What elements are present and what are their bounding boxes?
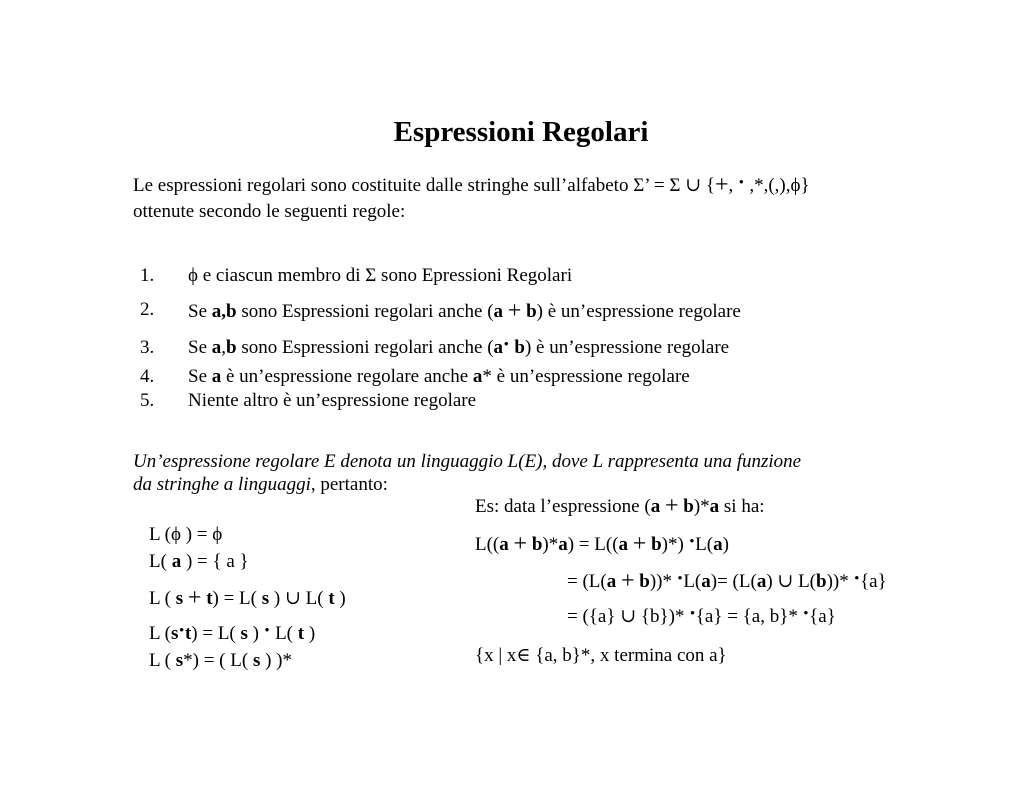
definition-line-1: Un’espressione regolare E denota un linguaggio L(E), dove L rappresenta una funzione (133, 451, 802, 472)
rule-number: 5. (140, 390, 155, 411)
rule-1-text: ϕ e ciascun membro di Σ sono Epressioni Regolari (188, 265, 573, 286)
formula-empty: L (ϕ ) = ϕ (149, 524, 223, 545)
rule-3-text: Se a,b sono Espressioni regolari anche (a• b) è un’espressione regolare (188, 336, 730, 358)
formula-symbol: L( a ) = { a } (149, 551, 249, 572)
rule-number: 1. (140, 265, 155, 286)
formula-star: L ( s*) = ( L( s ) )* (149, 650, 293, 671)
rule-4-text: Se a è un’espressione regolare anche a* è un’espressione regolare (188, 366, 690, 387)
rule-number: 3. (140, 337, 155, 358)
rule-number: 4. (140, 366, 155, 387)
intro-line-2: ottenute secondo le seguenti regole: (133, 201, 406, 222)
rule-2-text: Se a,b sono Espressioni regolari anche (a + b) è un’espressione regolare (188, 298, 741, 324)
intro-line-1: Le espressioni regolari sono costituite dalle stringhe sull’alfabeto Σ’ = Σ ∪ {+, • ,*,(,),ϕ} (133, 172, 810, 198)
example-result: {x | x∈ {a, b}*, x termina con a} (475, 645, 727, 666)
rule-5-text: Niente altro è un’espressione regolare (188, 390, 477, 411)
formula-union: L ( s + t) = L( s ) ∪ L( t ) (149, 585, 346, 611)
example-step-1: L((a + b)*a) = L((a + b)*) •L(a) (475, 531, 729, 557)
example-intro: Es: data l’espressione (a + b)*a si ha: (475, 493, 765, 519)
formula-concat: L (s•t) = L( s ) • L( t ) (149, 622, 316, 644)
example-step-2: = (L(a + b))* •L(a)= (L(a) ∪ L(b))* •{a} (567, 568, 887, 594)
example-step-3: = ({a} ∪ {b})* •{a} = {a, b}* •{a} (567, 605, 836, 627)
definition-line-2: da stringhe a linguaggi, pertanto: (133, 474, 388, 495)
rule-number: 2. (140, 299, 155, 320)
page-title: Espressioni Regolari (393, 116, 649, 148)
